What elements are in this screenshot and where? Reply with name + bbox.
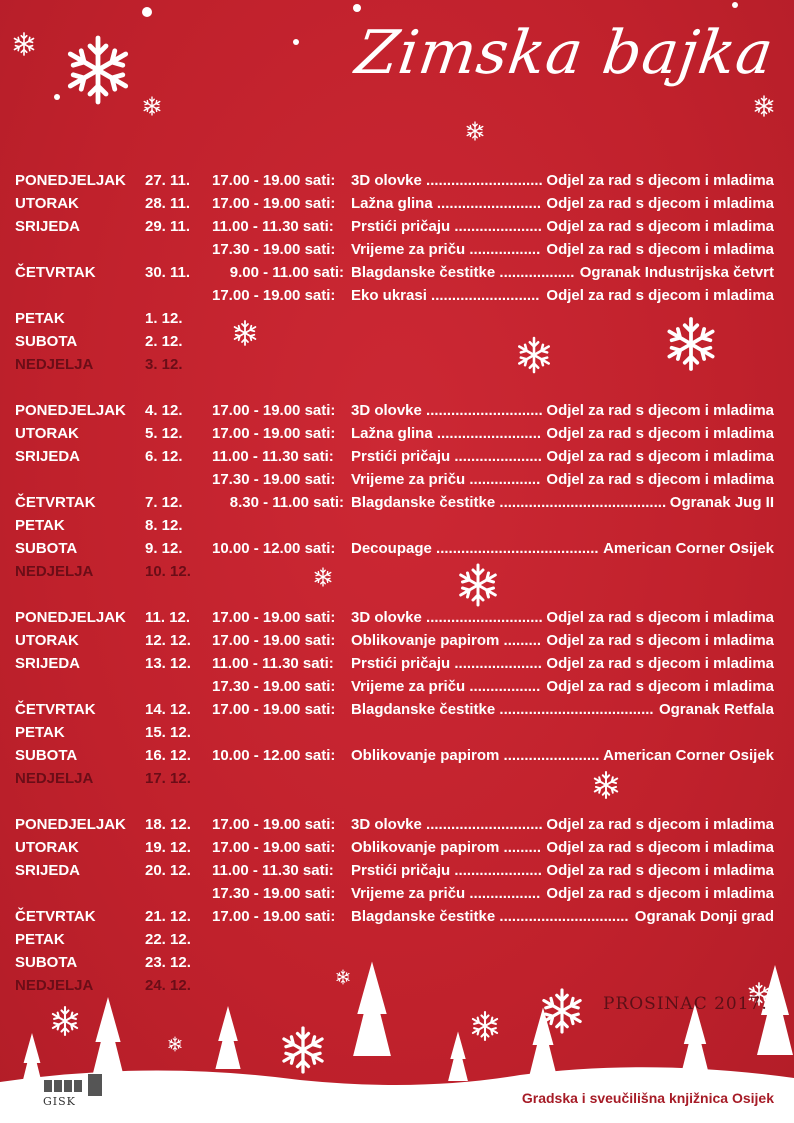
activity-entry [351,285,774,307]
schedule-row [0,699,794,721]
time-range: 17.00 - 19.00 sati: [212,609,336,626]
day-name: SRIJEDA [15,655,81,672]
dot-leader: ..................... [454,655,542,672]
schedule-row [0,768,794,790]
day-date: 7. 12. [145,494,183,511]
activity-entry [351,676,774,698]
activity-entry [351,538,774,560]
activity-location: Ogranak Industrijska četvrt [579,264,774,281]
day-date: 14. 12. [145,701,191,718]
activity-location: Odjel za rad s djecom i mladima [546,448,774,465]
day-name: SUBOTA [15,954,78,971]
time-range: 17.00 - 19.00 sati: [212,632,336,649]
activity-location: American Corner Osijek [603,540,774,557]
activity-location: Ogranak Jug II [669,494,774,511]
dot-leader: ........................................ [499,494,667,511]
logo-text: GISK [43,1095,76,1108]
schedule-row [0,492,794,514]
day-name: SUBOTA [15,747,78,764]
activity-location: Odjel za rad s djecom i mladima [546,885,774,902]
dot-leader: ............................... [499,908,629,925]
schedule-row [0,837,794,859]
snowflake-icon [70,38,125,102]
day-date: 11. 12. [145,609,191,626]
day-date: 12. 12. [145,632,191,649]
schedule-row [0,630,794,652]
snowflake-icon [467,122,483,140]
poster-title: Zimska bajka [351,18,779,88]
schedule-row [0,722,794,744]
day-date: 5. 12. [145,425,183,442]
day-date: 8. 12. [145,517,183,534]
day-name: PONEDJELJAK [15,402,126,419]
time-range: 8.30 - 11.00 sati: [229,494,344,511]
dot-leader: ..................................... [499,701,654,718]
time-range: 11.00 - 11.30 sati: [212,448,334,465]
organization-name: Gradska i sveučilišna knjižnica Osijek [521,1090,774,1106]
month-label: PROSINAC 2017. [603,994,768,1014]
snowflake-icon [53,1007,77,1035]
activity-name: Vrijeme za priču [351,471,470,488]
activity-entry [351,469,774,491]
day-name: PONEDJELJAK [15,609,126,626]
activity-entry [351,653,774,675]
day-date: 24. 12. [145,977,191,994]
day-date: 29. 11. [145,218,191,235]
activity-entry [351,239,774,261]
dot-leader: ............................ [426,609,543,626]
day-date: 28. 11. [145,195,191,212]
schedule-row [0,561,794,583]
day-date: 10. 12. [145,563,191,580]
day-name: UTORAK [15,425,79,442]
activity-location: American Corner Osijek [603,747,774,764]
day-name: PONEDJELJAK [15,816,126,833]
activity-name: Vrijeme za priču [351,241,470,258]
schedule-row [0,538,794,560]
snowflake-icon [284,1028,322,1072]
schedule-row [0,400,794,422]
dot-leader: .................. [499,264,575,281]
day-date: 27. 11. [145,172,191,189]
activity-entry [351,814,774,836]
activity-location: Odjel za rad s djecom i mladima [546,172,774,189]
activity-entry [351,170,774,192]
activity-entry [351,446,774,468]
schedule-row [0,952,794,974]
schedule-row [0,193,794,215]
day-name: UTORAK [15,839,79,856]
schedule-row [0,883,794,905]
dot-leader: ......... [503,632,542,649]
schedule-row [0,860,794,882]
snowflake-icon [169,1037,181,1051]
activity-name: Vrijeme za priču [351,885,470,902]
activity-location: Odjel za rad s djecom i mladima [546,655,774,672]
activity-name: Prstići pričaju [351,862,455,879]
day-date: 2. 12. [145,333,183,350]
time-range: 9.00 - 11.00 sati: [229,264,344,281]
activity-name: Blagdanske čestitke [351,264,500,281]
activity-location: Odjel za rad s djecom i mladima [546,816,774,833]
activity-name: Oblikovanje papirom [351,747,504,764]
activity-entry [351,400,774,422]
schedule-row [0,262,794,284]
time-range: 17.30 - 19.00 sati: [212,471,336,488]
time-range: 17.00 - 19.00 sati: [212,816,336,833]
activity-name: Eko ukrasi [351,287,432,304]
day-name: NEDJELJA [15,563,94,580]
day-date: 6. 12. [145,448,183,465]
dot-leader: ......... [503,839,542,856]
schedule-row [0,469,794,491]
activity-location: Odjel za rad s djecom i mladima [546,241,774,258]
activity-entry [351,837,774,859]
activity-name: Blagdanske čestitke [351,494,500,511]
activity-entry [351,883,774,905]
dot-leader: ................. [469,885,541,902]
day-name: PETAK [15,517,65,534]
time-range: 17.30 - 19.00 sati: [212,885,336,902]
day-name: SUBOTA [15,540,78,557]
activity-name: Decoupage [351,540,437,557]
schedule-row [0,814,794,836]
activity-name: Lažna glina [351,425,437,442]
day-name: PETAK [15,724,65,741]
schedule-row [0,170,794,192]
time-range: 17.00 - 19.00 sati: [212,287,336,304]
activity-name: Oblikovanje papirom [351,632,504,649]
dot-leader: ................. [469,241,541,258]
schedule-row [0,354,794,376]
dot-leader: ............................ [426,816,543,833]
activity-location: Ogranak Retfala [658,701,774,718]
activity-location: Odjel za rad s djecom i mladima [546,862,774,879]
time-range: 17.00 - 19.00 sati: [212,425,336,442]
dot-leader: ................. [469,471,541,488]
day-name: NEDJELJA [15,770,94,787]
activity-entry [351,492,774,514]
schedule-row [0,446,794,468]
activity-name: 3D olovke [351,816,427,833]
day-date: 4. 12. [145,402,183,419]
time-range: 17.00 - 19.00 sati: [212,839,336,856]
day-name: SRIJEDA [15,862,81,879]
day-date: 23. 12. [145,954,191,971]
day-name: ČETVRTAK [15,494,96,511]
time-range: 11.00 - 11.30 sati: [212,218,334,235]
schedule-row [0,423,794,445]
activity-entry [351,699,774,721]
day-date: 18. 12. [145,816,191,833]
day-date: 16. 12. [145,747,191,764]
activity-location: Odjel za rad s djecom i mladima [546,195,774,212]
day-date: 21. 12. [145,908,191,925]
activity-location: Ogranak Donji grad [634,908,774,925]
schedule-row [0,745,794,767]
day-date: 13. 12. [145,655,191,672]
day-name: NEDJELJA [15,356,94,373]
day-date: 3. 12. [145,356,183,373]
dot-leader: ................. [469,678,541,695]
activity-name: Blagdanske čestitke [351,908,500,925]
activity-name: 3D olovke [351,172,427,189]
day-date: 19. 12. [145,839,191,856]
time-range: 11.00 - 11.30 sati: [212,862,334,879]
schedule-row [0,906,794,928]
day-date: 22. 12. [145,931,191,948]
activity-name: Vrijeme za priču [351,678,470,695]
schedule-row [0,607,794,629]
activity-entry [351,630,774,652]
schedule-row [0,216,794,238]
time-range: 17.00 - 19.00 sati: [212,195,336,212]
time-range: 17.30 - 19.00 sati: [212,678,336,695]
activity-entry [351,860,774,882]
activity-entry [351,607,774,629]
activity-name: Lažna glina [351,195,437,212]
day-date: 30. 11. [145,264,191,281]
day-name: NEDJELJA [15,977,94,994]
time-range: 17.00 - 19.00 sati: [212,701,336,718]
activity-name: Blagdanske čestitke [351,701,500,718]
day-name: SUBOTA [15,333,78,350]
activity-location: Odjel za rad s djecom i mladima [546,425,774,442]
activity-entry [351,193,774,215]
activity-entry [351,216,774,238]
day-date: 9. 12. [145,540,183,557]
schedule-row [0,331,794,353]
day-name: ČETVRTAK [15,701,96,718]
activity-entry [351,262,774,284]
activity-entry [351,745,774,767]
activity-name: Oblikovanje papirom [351,839,504,856]
day-name: SRIJEDA [15,218,81,235]
activity-name: Prstići pričaju [351,448,455,465]
activity-location: Odjel za rad s djecom i mladima [546,287,774,304]
snowflake-icon [144,97,160,115]
schedule-row [0,653,794,675]
day-name: UTORAK [15,632,79,649]
day-date: 1. 12. [145,310,183,327]
time-range: 10.00 - 12.00 sati: [212,540,336,557]
activity-location: Odjel za rad s djecom i mladima [546,839,774,856]
day-name: PETAK [15,931,65,948]
dot-leader: ............................ [426,402,543,419]
activity-location: Odjel za rad s djecom i mladima [546,678,774,695]
dot-leader: ............................ [426,172,543,189]
snowflake-icon [473,1012,497,1040]
schedule-row [0,308,794,330]
day-name: SRIJEDA [15,448,81,465]
schedule-row [0,929,794,951]
activity-name: 3D olovke [351,609,427,626]
dot-leader: ..................... [454,448,542,465]
time-range: 17.00 - 19.00 sati: [212,172,336,189]
time-range: 17.00 - 19.00 sati: [212,908,336,925]
dot-leader: ......................... [436,425,542,442]
activity-location: Odjel za rad s djecom i mladima [546,218,774,235]
schedule-row [0,239,794,261]
activity-name: Prstići pričaju [351,655,455,672]
activity-location: Odjel za rad s djecom i mladima [546,402,774,419]
schedule-row [0,285,794,307]
activity-name: Prstići pričaju [351,218,455,235]
day-name: PETAK [15,310,65,327]
dot-leader: ......................... [436,195,542,212]
day-date: 17. 12. [145,770,191,787]
dot-leader: ..................... [454,218,542,235]
time-range: 11.00 - 11.30 sati: [212,655,334,672]
schedule-row [0,515,794,537]
day-date: 20. 12. [145,862,191,879]
day-date: 15. 12. [145,724,191,741]
activity-name: 3D olovke [351,402,427,419]
time-range: 17.30 - 19.00 sati: [212,241,336,258]
dot-leader: .......................... [431,287,540,304]
dot-leader: ....................... [503,747,600,764]
activity-entry [351,423,774,445]
day-name: PONEDJELJAK [15,172,126,189]
time-range: 17.00 - 19.00 sati: [212,402,336,419]
day-name: ČETVRTAK [15,264,96,281]
schedule-row [0,676,794,698]
activity-entry [351,906,774,928]
snowflake-icon [14,33,33,55]
day-name: UTORAK [15,195,79,212]
time-range: 10.00 - 12.00 sati: [212,747,336,764]
activity-location: Odjel za rad s djecom i mladima [546,609,774,626]
day-name: ČETVRTAK [15,908,96,925]
activity-location: Odjel za rad s djecom i mladima [546,471,774,488]
dot-leader: ..................... [454,862,542,879]
activity-location: Odjel za rad s djecom i mladima [546,632,774,649]
dot-leader: ....................................... [436,540,599,557]
